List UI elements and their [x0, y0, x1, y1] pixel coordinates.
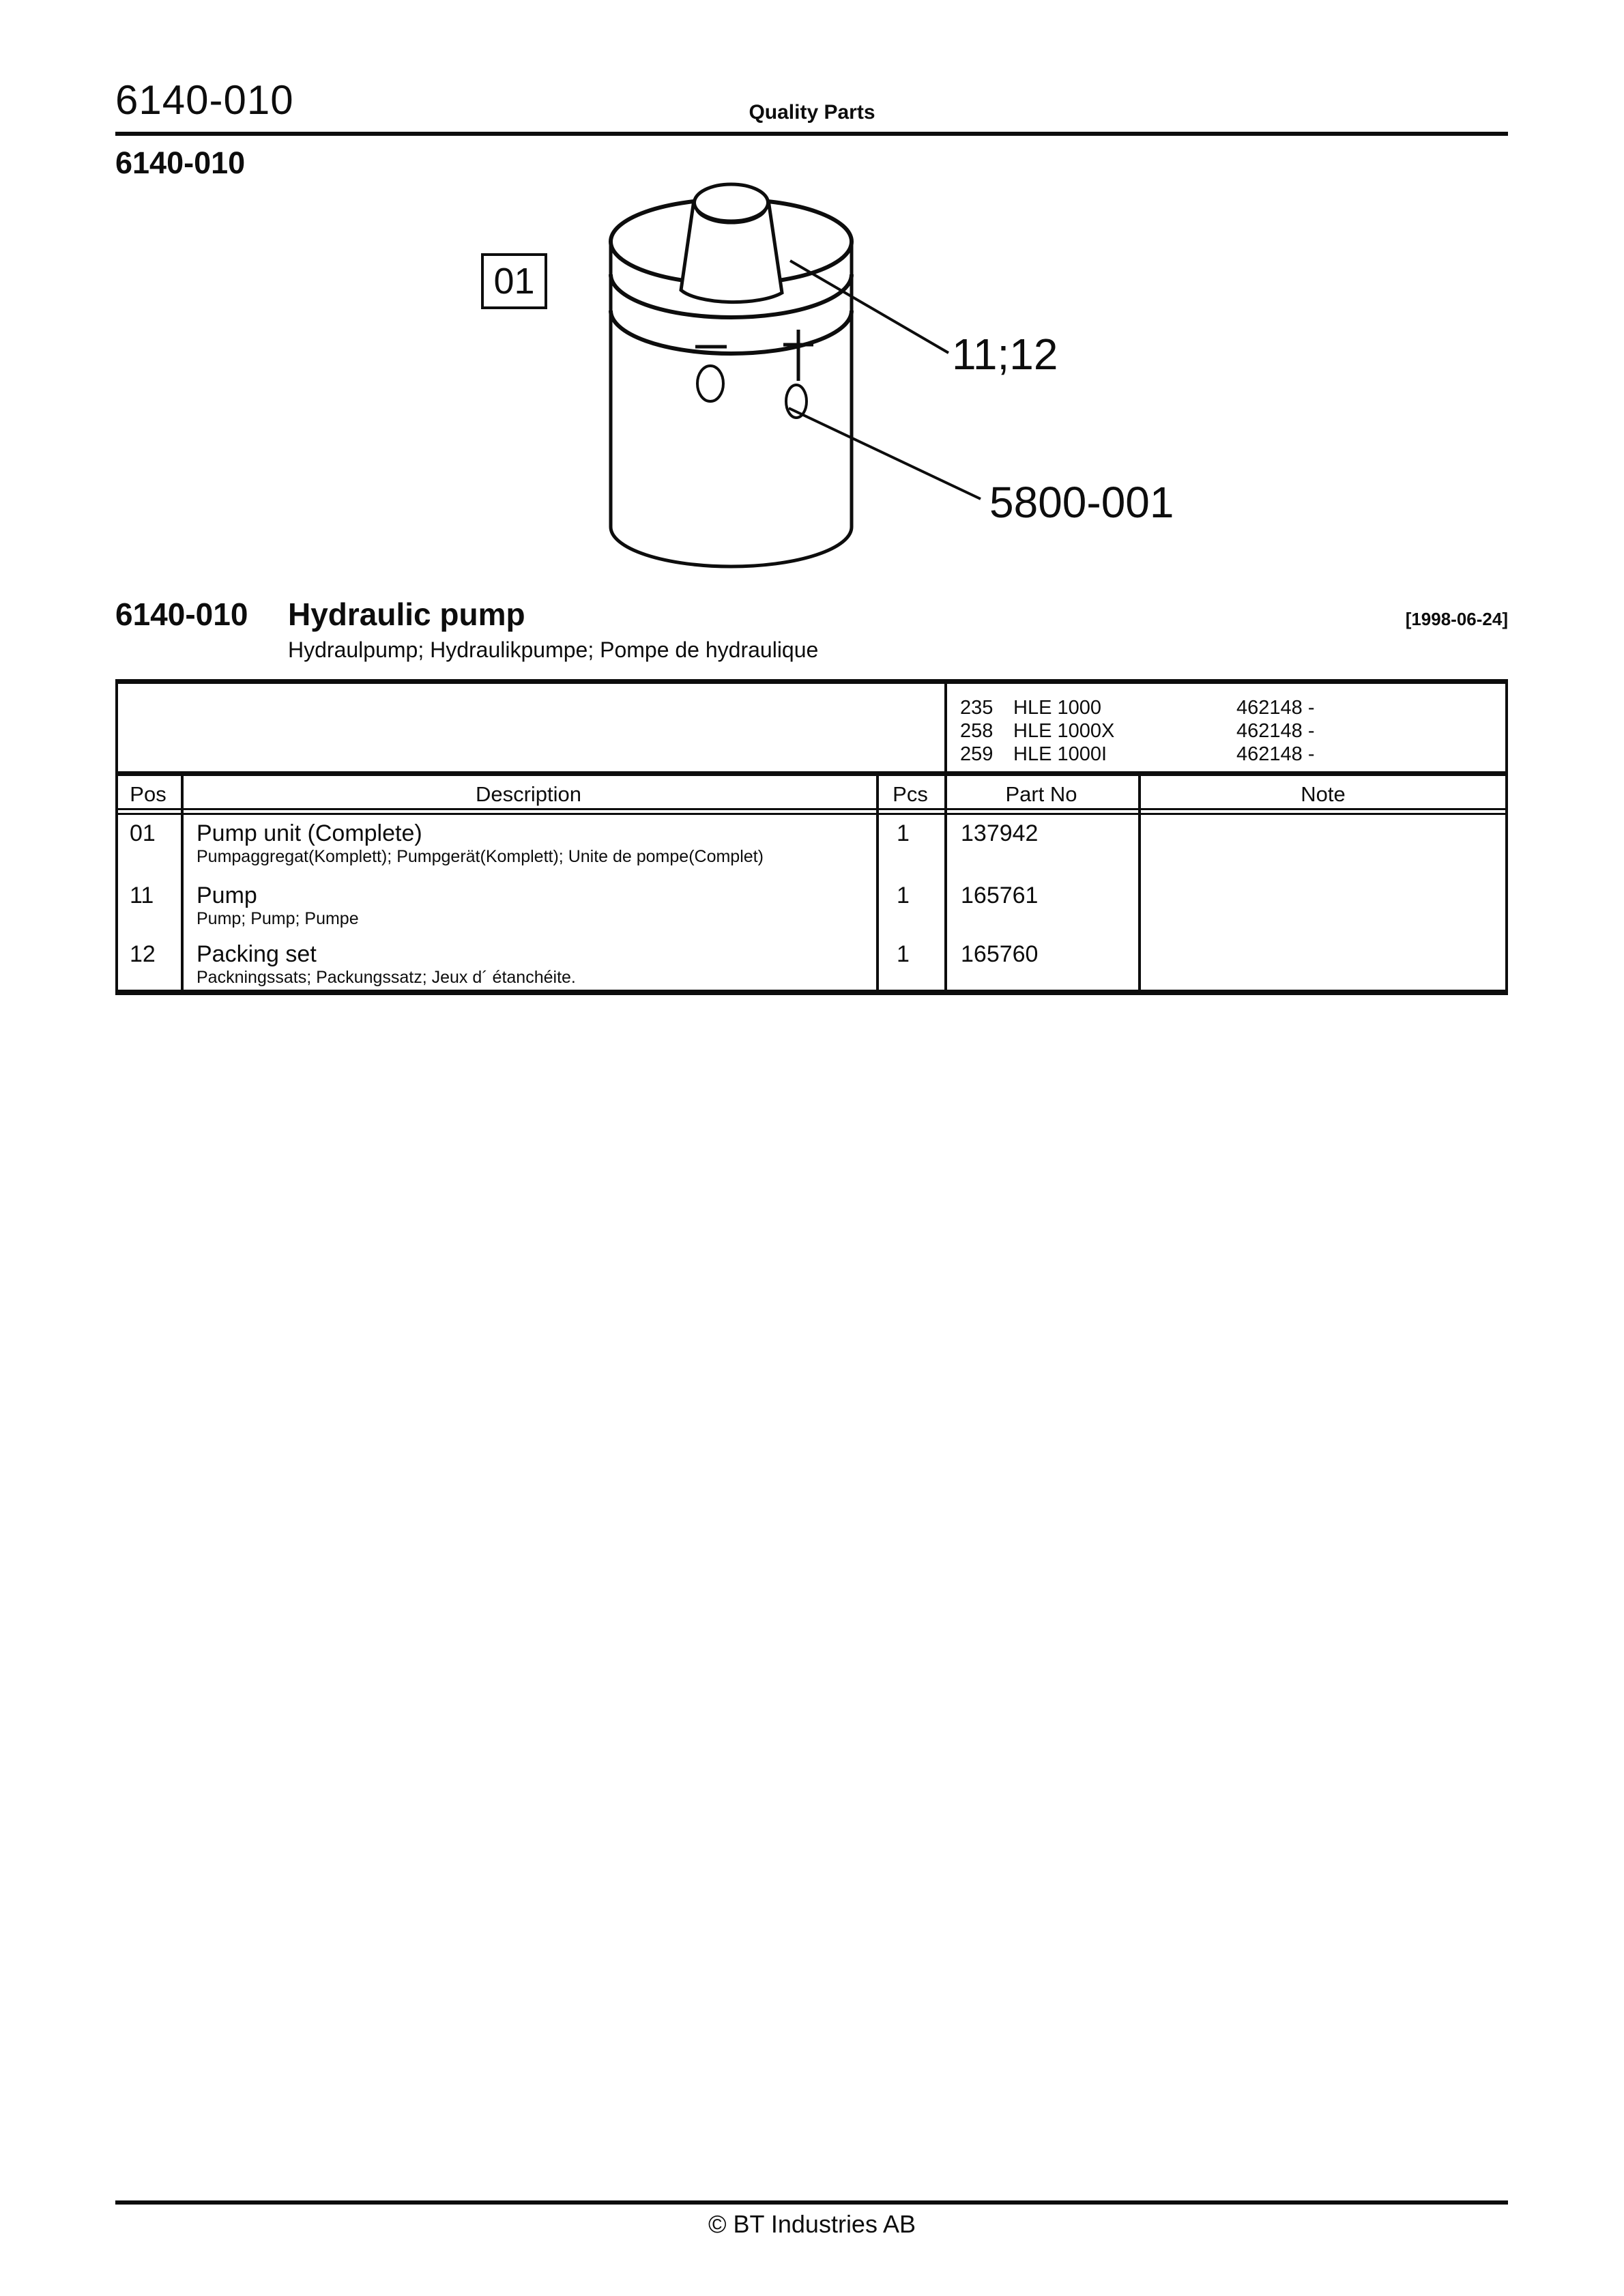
table-line [118, 808, 1505, 810]
model-code: 235 [960, 697, 994, 719]
row-description-alt: Pumpaggregat(Komplett); Pumpgerät(Komplett); Unite de pompe(Complet) [197, 847, 764, 866]
page-title: Quality Parts [749, 101, 875, 124]
col-header-note: Note [1301, 782, 1346, 806]
row-description: Packing set [197, 941, 317, 967]
model-code: 259 [960, 743, 994, 765]
section-subtitle: Hydraulpump; Hydraulikpumpe; Pompe de hydraulique [288, 637, 819, 662]
row-part-no: 137942 [961, 820, 1039, 846]
hydraulic-pump-drawing [430, 164, 1208, 601]
table-line [181, 776, 184, 990]
table-line [1138, 776, 1141, 990]
figure-section-code: 6140-010 [115, 145, 246, 180]
section-date: [1998-06-24] [1405, 609, 1508, 629]
callout-label-11-12: 11;12 [952, 330, 1058, 379]
row-description-alt: Pump; Pump; Pumpe [197, 909, 359, 928]
page-number-code: 6140-010 [115, 77, 294, 123]
section-code: 6140-010 [115, 597, 248, 632]
row-pcs: 1 [897, 882, 910, 908]
model-name: HLE 1000 [1013, 697, 1101, 719]
row-pos: 12 [130, 941, 156, 967]
model-serial: 462148 - [1236, 743, 1315, 765]
row-pos: 01 [130, 820, 156, 846]
nozzle-tip [695, 184, 768, 221]
model-serial: 462148 - [1236, 697, 1315, 719]
col-header-pcs: Pcs [893, 782, 928, 806]
figure-ref-label: 01 [493, 261, 535, 302]
footer-rule [115, 2200, 1508, 2205]
model-code: 258 [960, 720, 994, 742]
row-description: Pump [197, 882, 257, 908]
row-description: Pump unit (Complete) [197, 820, 422, 846]
table-line [118, 771, 1505, 776]
section-title: Hydraulic pump [288, 597, 525, 632]
row-part-no: 165760 [961, 941, 1039, 967]
model-name: HLE 1000X [1013, 720, 1115, 742]
row-pos: 11 [130, 882, 154, 908]
figure-ref-box [481, 253, 547, 309]
table-line [876, 776, 879, 990]
col-header-description: Description [475, 782, 582, 806]
table-line [118, 813, 1505, 815]
table-line [944, 684, 947, 771]
col-header-part-no: Part No [1005, 782, 1077, 806]
row-description-alt: Packningssats; Packungssatz; Jeux d´ étanchéite. [197, 968, 576, 987]
table-line [944, 776, 947, 990]
footer-copyright: © BT Industries AB [708, 2210, 916, 2238]
model-name: HLE 1000I [1013, 743, 1107, 765]
model-serial: 462148 - [1236, 720, 1315, 742]
col-header-pos: Pos [130, 782, 166, 806]
callout-label-5800-001: 5800-001 [989, 478, 1174, 527]
header-rule [115, 132, 1508, 136]
row-pcs: 1 [897, 941, 910, 967]
row-pcs: 1 [897, 820, 910, 846]
row-part-no: 165761 [961, 882, 1039, 908]
